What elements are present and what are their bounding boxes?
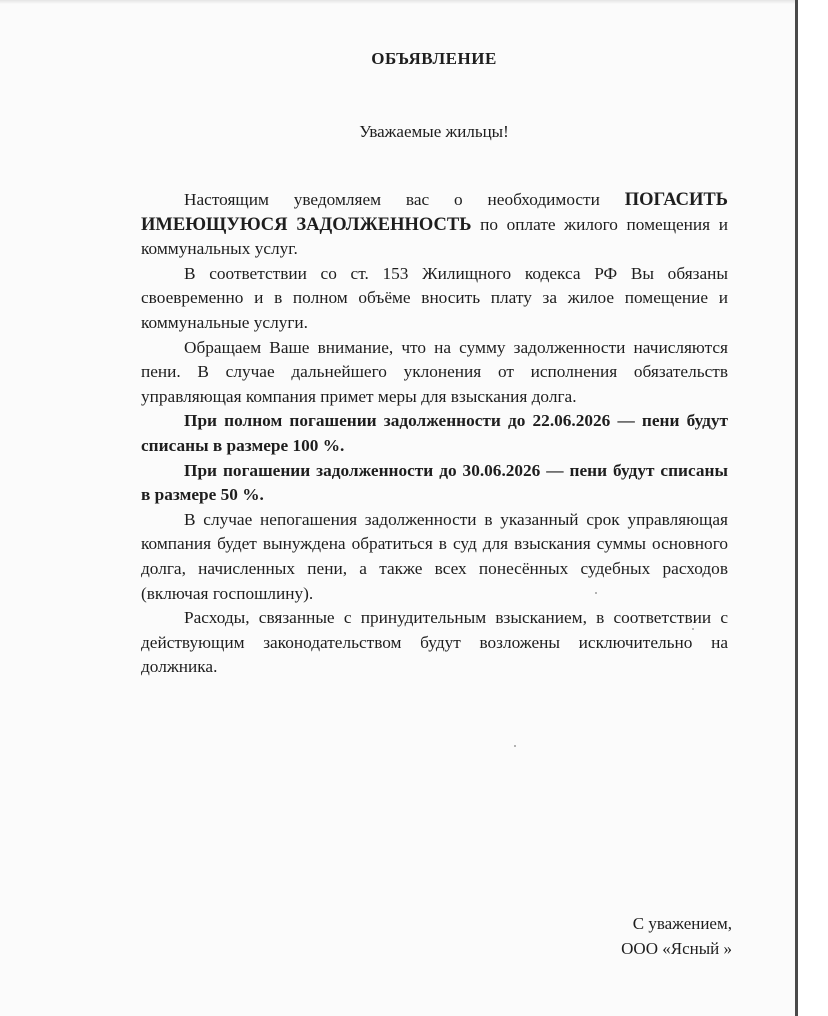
scan-speck (595, 592, 597, 594)
notice-title: ОБЪЯВЛЕНИЕ (371, 49, 497, 68)
paragraph-legal-basis: В соответствии со ст. 153 Жилищного кодекса РФ Вы обязаны своевременно и в полном объёме вносить плату за жилое помещение и коммунальные услуги. (141, 263, 728, 332)
signature-closing: С уважением, (632, 914, 732, 933)
signature-block (560, 911, 732, 961)
paragraph-debt-notice-pre: Настоящим уведомляем вас о необходимости (184, 190, 625, 209)
scan-margin (798, 0, 828, 1016)
notice-greeting: Уважаемые жильцы! (359, 122, 509, 141)
paragraph-debt-notice-emphasis: ПОГАСИТЬ ИМЕЮЩУЮСЯ ЗАДОЛЖЕННОСТЬ (141, 190, 728, 235)
paragraph-expenses: Расходы, связанные с принудительным взысканием, в соответствии с действующим законодательством будут возложены исключительно на должника. (141, 608, 728, 677)
paragraph-half-writeoff: При погашении задолженности до 30.06.2026 — пени будут списаны в размере 50 %. (141, 460, 728, 505)
paragraph-debt-notice (141, 188, 728, 262)
scan-shadow (0, 0, 798, 4)
paragraph-debt-notice-post: по оплате жилого помещения и коммунальных услуг. (141, 214, 728, 259)
paragraph-full-writeoff: При полном погашении задолженности до 22.06.2026 — пени будут списаны в размере 100 %. (141, 411, 728, 455)
paragraph-court: В случае непогашения задолженности в указанный срок управляющая компания будет вынуждена обратиться в суд для взыскания суммы основного долга, начисленных пени, а также всех понесённых судебных расходов (включая госпошлину). (141, 509, 728, 603)
scan-speck (514, 745, 516, 747)
scan-speck (692, 628, 694, 630)
paragraph-penalties: Обращаем Ваше внимание, что на сумму задолженности начисляются пени. В случае дальнейшего уклонения от исполнения обязательств управляющая компания примет меры для взыскания долга. (141, 337, 728, 406)
notice-body (141, 188, 728, 680)
signature-company: ООО «Ясный » (621, 939, 732, 958)
